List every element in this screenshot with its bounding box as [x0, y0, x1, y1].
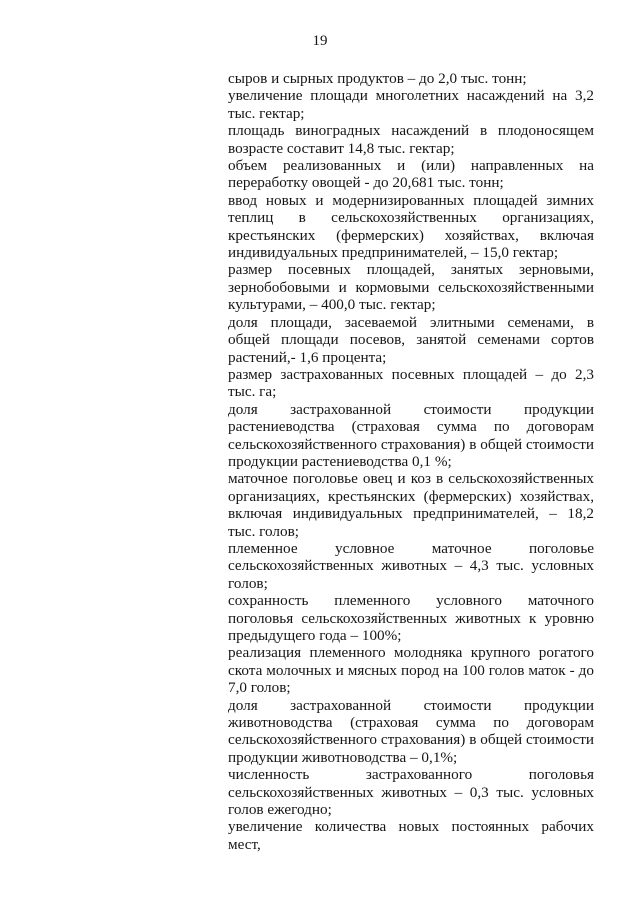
- paragraph-new-jobs: увеличение количества новых постоянных рабочих мест,: [228, 818, 594, 853]
- paragraph-young-cattle-sales: реализация племенного молодняка крупного рогатого скота молочных и мясных пород на 100 голов маток - до 7,0 голов;: [228, 644, 594, 697]
- paragraph-greenhouses: ввод новых и модернизированных площадей зимних теплиц в сельскохозяйственных организациях, крестьянских (фермерских) хозяйствах, включая индивидуальных предпринимателей, – 15,0 гектар;: [228, 191, 594, 262]
- paragraph-vegetables: объем реализованных и (или) направленных на переработку овощей - до 20,681 тыс. тонн;: [228, 157, 594, 192]
- paragraph-elite-seeds: доля площади, засеваемой элитными семенами, в общей площади посевов, занятой семенами сортов растений,- 1,6 процента;: [228, 313, 594, 366]
- paragraph-crop-insurance-share: доля застрахованной стоимости продукции растениеводства (страховая сумма по договорам сельскохозяйственного страхования) в общей стоимости продукции растениеводства 0,1 %;: [228, 400, 594, 470]
- page-number: 19: [312, 33, 328, 49]
- paragraph-perennial-plantings: увеличение площади многолетних насаждений на 3,2 тыс. гектар;: [228, 87, 594, 122]
- paragraph-breeding-livestock: племенное условное маточное поголовье сельскохозяйственных животных – 4,3 тыс. условных голов;: [228, 539, 594, 592]
- paragraph-cheese: сыров и сырных продуктов – до 2,0 тыс. тонн;: [228, 70, 527, 87]
- paragraph-insured-area: размер застрахованных посевных площадей – до 2,3 тыс. га;: [228, 365, 594, 401]
- paragraph-livestock-retention: сохранность племенного условного маточного поголовья сельскохозяйственных животных к уровню предыдущего года – 100%;: [228, 592, 594, 644]
- paragraph-sown-area: размер посевных площадей, занятых зерновыми, зернобобовыми и кормовыми сельскохозяйственными культурами, – 400,0 тыс. гектар;: [228, 261, 594, 314]
- paragraph-sheep-goats: маточное поголовье овец и коз в сельскохозяйственных организациях, крестьянских (фермерских) хозяйствах, включая индивидуальных предпринимателей, – 18,2 тыс. голов;: [228, 470, 594, 540]
- paragraph-insured-livestock: численность застрахованного поголовья сельскохозяйственных животных – 0,3 тыс. условных голов ежегодно;: [228, 766, 594, 819]
- document-body: [228, 70, 594, 853]
- paragraph-livestock-insurance-share: доля застрахованной стоимости продукции животноводства (страховая сумма по договорам сельскохозяйственного страхования) в общей стоимости продукции животноводства – 0,1%;: [228, 696, 594, 766]
- paragraph-vineyards: площадь виноградных насаждений в плодоносящем возрасте составит 14,8 тыс. гектар;: [228, 122, 594, 157]
